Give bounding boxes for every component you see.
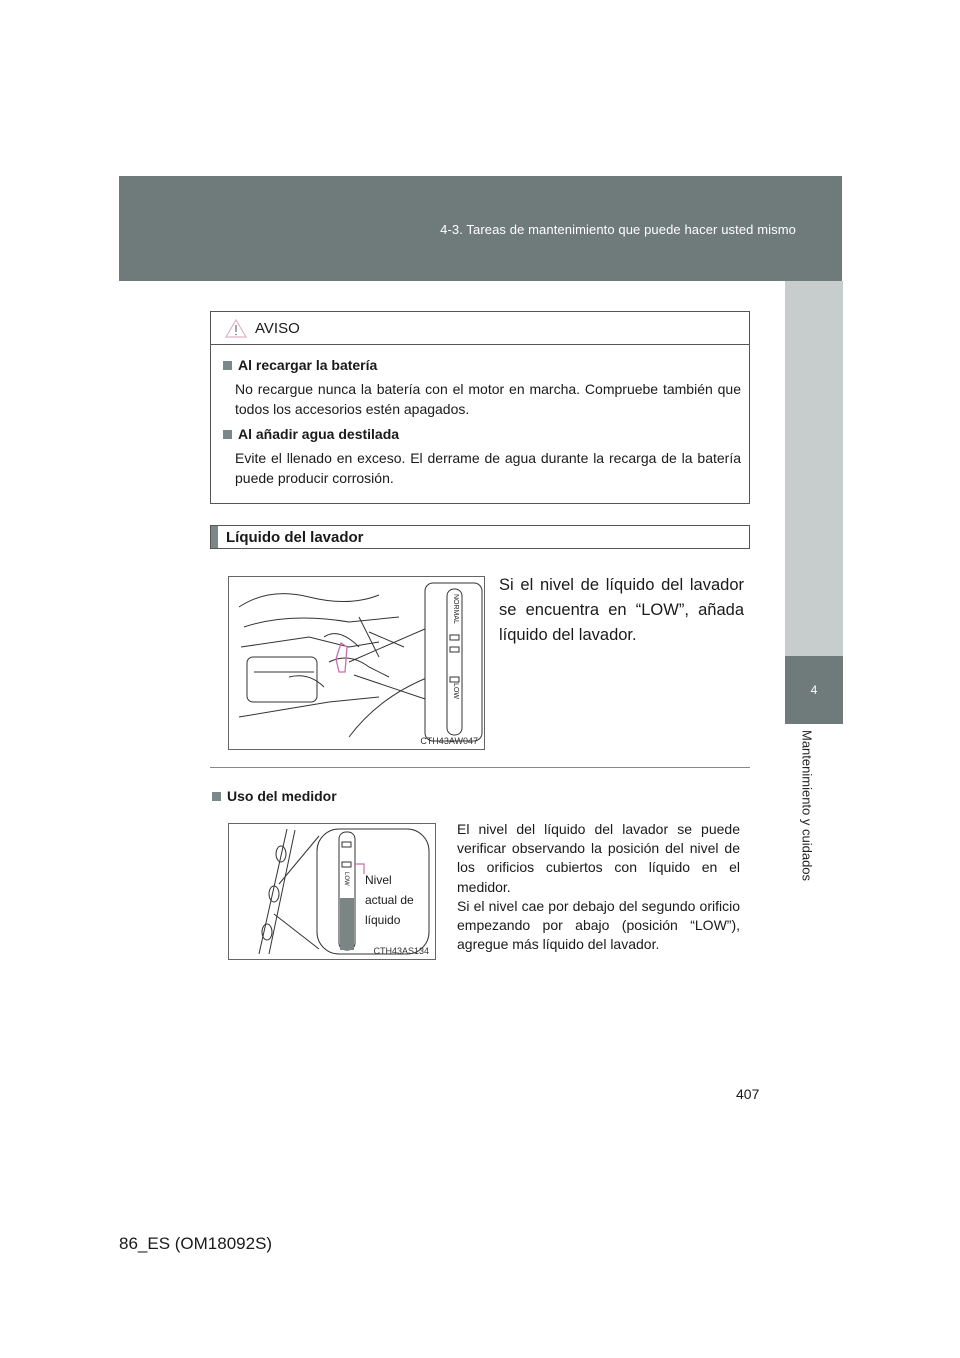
gauge-description-1: El nivel del líquido del lavador se puede verificar observando la posición del nivel de los orificios cubiertos con líquido en el medidor. [457, 821, 740, 895]
figure-code: CTH43AW047 [420, 736, 478, 746]
warning-item-text: No recargue nunca la batería con el motor en marcha. Compruebe también que todos los accesorios estén apagados. [235, 381, 741, 417]
normal-mark-label: NORMAL [452, 594, 459, 624]
warning-item-title: Al añadir agua destilada [223, 424, 741, 444]
low-mark-label: LOW [452, 683, 459, 699]
gauge-low-text: LOW [343, 872, 349, 886]
bullet-square-icon [223, 430, 232, 439]
page-number: 407 [736, 1086, 760, 1102]
gauge-description [457, 820, 740, 954]
warning-triangle-icon [225, 319, 247, 338]
side-strip-top [785, 281, 843, 656]
engine-bay-illustration [228, 576, 485, 750]
chapter-header [119, 176, 842, 281]
divider [210, 767, 750, 768]
section-title-bar [211, 526, 218, 548]
warning-title: AVISO [255, 319, 300, 337]
warning-header [211, 312, 749, 345]
gauge-description-2: Si el nivel cae por debajo del segundo orificio empezando por abajo (posición “LOW”), agregue más líquido del lavador. [457, 897, 740, 953]
document-code: 86_ES (OM18092S) [119, 1234, 273, 1253]
figure-code: CTH43AS134 [373, 946, 429, 956]
chapter-number-tab: 4 [785, 656, 843, 724]
warning-box [210, 311, 750, 504]
bullet-square-icon [223, 361, 232, 370]
bullet-square-icon [212, 792, 221, 801]
engine-bay-drawing [229, 577, 484, 749]
intro-paragraph: Si el nivel de líquido del lavador se encuentra en “LOW”, añada líquido del lavador. [499, 576, 744, 644]
section-title: Líquido del lavador [210, 525, 750, 549]
chapter-label-text: Mantenimiento y cuidados [799, 730, 815, 882]
subsection-title: Uso del medidor [212, 788, 337, 804]
chapter-side-label [785, 724, 843, 960]
section-heading: 4-3. Tareas de mantenimiento que puede hacer usted mismo [440, 222, 796, 237]
level-callout-label: Nivel actual de líquido [365, 873, 414, 927]
warning-item-title: Al recargar la batería [223, 355, 741, 375]
warning-item-text: Evite el llenado en exceso. El derrame de agua durante la recarga de la batería puede producir corrosión. [235, 450, 741, 486]
